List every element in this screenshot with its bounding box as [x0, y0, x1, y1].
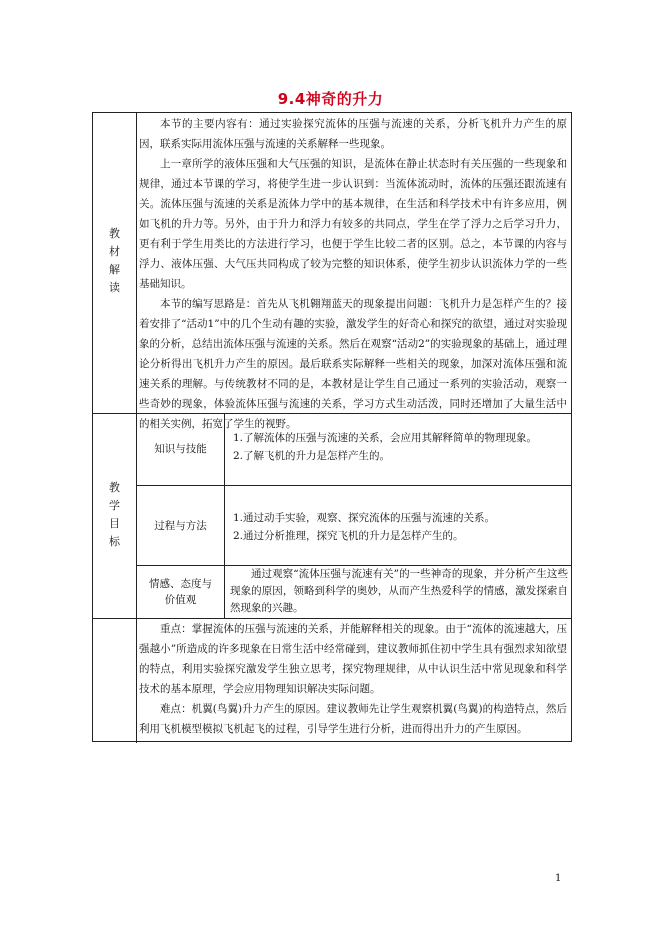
paragraph: 重点：掌握流体的压强与流速的关系，并能解释相关的现象。由于“流体的流速越大，压强越小”所造成的许多现象在日常生活中经常碰到，建议教师抓住初中学生具有强烈求知欲望的特点，利用实验探究激发学生独立思考，探究物理规律，从中认识生活中常见现象和科学技术的基本原理，学会应用物理知识解决实际问题。: [139, 623, 567, 695]
process-methods-content: [233, 509, 569, 545]
label-char: 目: [109, 517, 120, 530]
list-item: 1.通过动手实验，观察、探究流体的压强与流速的关系。: [233, 512, 496, 524]
attitude-values-label: [137, 576, 224, 608]
attitude-values-content: [230, 566, 568, 617]
label-char: 解: [109, 263, 120, 276]
list-item: 2.通过分析推理，探究飞机的升力是怎样产生的。: [233, 530, 464, 542]
label-char: 材: [109, 245, 120, 258]
page-title: 9.4神奇的升力: [277, 90, 384, 108]
label-char: 学: [109, 499, 120, 512]
paragraph: 本节的编写思路是：首先从飞机翱翔蓝天的现象提出问题：飞机升力是怎样产生的？接着安排了“活动1”中的几个生动有趣的实验，激发学生的好奇心和探究的欲望，通过对实验现象的分析，总结出流体压强与流速的关系。然后在观察“活动2”的实验现象的基础上，通过理论分析得出飞机升力产生的原因。最后联系实际解释一些相关的现象，加深对流体压强和流速关系的理解。与传统教材不同的是，本教材是让学生自己通过一系列的实验活动，观察一些奇妙的现象，体验流体压强与流速的关系，学习方式生动活泼，同时还增加了大量生活中的相关实例，拓宽了学生的视野。: [139, 298, 567, 430]
key-difficult-points-content: [139, 619, 567, 739]
teaching-goals-label: [93, 479, 136, 551]
paragraph: 难点：机翼(鸟翼)升力产生的原因。建议教师先让学生观察机翼(鸟翼)的构造特点，然后利用飞机模型模拟飞机起飞的过程，引导学生进行分析，进而得出升力的产生原因。: [139, 703, 567, 735]
knowledge-skills-label: 知识与技能: [154, 443, 207, 455]
process-methods-label: 过程与方法: [154, 520, 207, 532]
list-item: 2.了解飞机的升力是怎样产生的。: [233, 450, 391, 462]
page-number: 1: [555, 873, 562, 884]
row-divider: [136, 485, 571, 486]
textbook-analysis-label: [93, 225, 136, 297]
label-line: 情感、态度与: [149, 578, 212, 590]
column-divider: [136, 113, 137, 743]
textbook-analysis-content: [139, 114, 567, 434]
list-item: 1.了解流体的压强与流速的关系，会应用其解释简单的物理现象。: [233, 432, 538, 444]
paragraph: 通过观察“流体压强与流速有关”的一些神奇的现象，并分析产生这些现象的原因，领略到科学的奥妙，从而产生热爱科学的情感，激发探索自然现象的兴趣。: [230, 568, 568, 614]
label-char: 教: [109, 227, 120, 240]
paragraph: 上一章所学的液体压强和大气压强的知识，是流体在静止状态时有关压强的一些现象和规律，通过本节课的学习，将使学生进一步认识到：当流体流动时，流体的压强还跟流速有关。流体压强与流速的关系是流体力学中的基本规律，在生活和科学技术中有许多应用，例如飞机的升力等。另外，由于升力和浮力有较多的共同点，学生在学了浮力之后学习升力，更有利于学生用类比的方法进行学习，也便于学生比较二者的区别。总之，本节课的内容与浮力、液体压强、大气压共同构成了较为完整的知识体系，使学生初步认识流体力学的一些基础知识。: [139, 158, 567, 290]
label-char: 标: [109, 535, 120, 548]
label-char: 读: [109, 281, 120, 294]
knowledge-skills-content: [233, 429, 569, 465]
lesson-table: [92, 112, 572, 742]
label-line: 价值观: [164, 594, 197, 606]
paragraph: 本节的主要内容有：通过实验探究流体的压强与流速的关系，分析飞机升力产生的原因，联系实际用流体压强与流速的关系解释一些现象。: [139, 118, 567, 150]
label-char: 教: [109, 481, 120, 494]
subcolumn-divider: [224, 413, 225, 618]
